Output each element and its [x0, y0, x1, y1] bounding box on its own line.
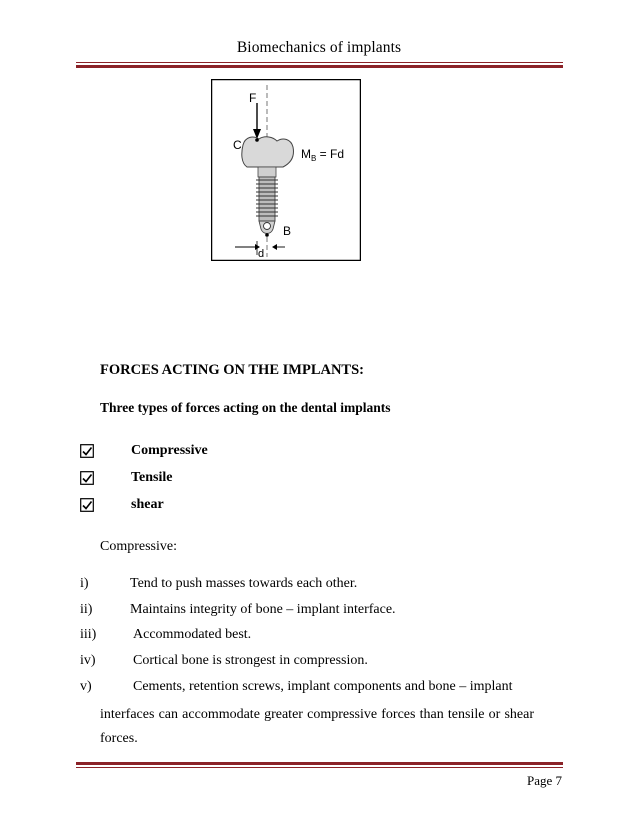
checked-box-icon: [80, 444, 94, 458]
list-item-number: iv): [80, 653, 96, 668]
header-rule-thick: [76, 65, 563, 68]
footer-rule-thick: [76, 762, 563, 765]
figure-label-d: d: [258, 248, 265, 260]
figure-label-moment: $M_B = Fd$: [301, 147, 345, 163]
list-item-text: Tend to push masses towards each other.: [130, 576, 358, 591]
page-number: Page 7: [526, 773, 562, 788]
figure-label-b: B: [283, 224, 292, 238]
list-item-text: Cements, retention screws, implant components and bone – implant: [133, 679, 513, 694]
section-subheading: Three types of forces acting on the dental implants: [100, 400, 391, 415]
list-item-number: iii): [80, 627, 97, 642]
implant-diagram: [211, 79, 361, 261]
force-type-label: shear: [131, 497, 164, 512]
list-item-text: Maintains integrity of bone – implant interface.: [130, 602, 396, 617]
list-item-number: ii): [80, 602, 93, 617]
list-item-number: i): [80, 576, 89, 591]
checked-box-icon: [80, 498, 94, 512]
figure-label-f: F: [249, 91, 257, 105]
header-rule-thin: [76, 62, 563, 63]
checked-box-icon: [80, 471, 94, 485]
list-item-text: Accommodated best.: [133, 627, 252, 642]
list-item-continuation: interfaces can accommodate greater compressive forces than tensile or shear forces.: [100, 707, 534, 746]
list-item-text: Cortical bone is strongest in compression.: [133, 653, 368, 668]
implant-moment-figure: [211, 79, 361, 261]
footer-rule-thin: [76, 767, 563, 768]
list-item-number: v): [80, 679, 92, 694]
figure-label-c: C: [233, 138, 242, 152]
page-header-title: Biomechanics of implants: [236, 39, 402, 56]
section-heading: FORCES ACTING ON THE IMPLANTS:: [100, 362, 364, 378]
compressive-subtitle: Compressive:: [100, 539, 177, 554]
force-type-label: Tensile: [131, 470, 173, 485]
force-type-label: Compressive: [131, 443, 208, 458]
